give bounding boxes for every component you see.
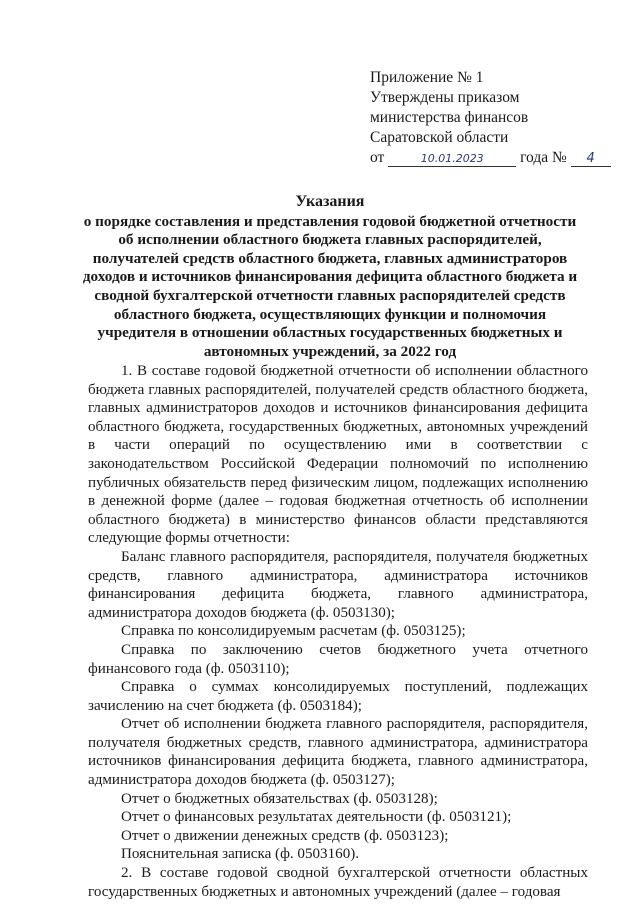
title-line: учредителя в отношении областных государственных бюджетных и [97, 324, 563, 342]
document-title [80, 193, 580, 361]
title-line: сводной бухгалтерской отчетности главных распорядителей средств [94, 286, 566, 304]
form-list-item: Отчет о бюджетных обязательствах (ф. 0503128); [121, 790, 438, 807]
title-line: автономных учреждений, за 2022 год [203, 342, 457, 360]
appendix-block [370, 68, 611, 168]
appendix-number: Приложение № 1 [370, 69, 484, 86]
form-list-item: Справка по заключению счетов бюджетного учета отчетного финансового года (ф. 0503110); [88, 641, 588, 677]
title-line: о порядке составления и представления годовой бюджетной отчетности [83, 212, 577, 230]
title-line: областного бюджета, осуществляющих функции и полномочия [113, 305, 547, 323]
form-list-item: Справка по консолидируемым расчетам (ф. 0503125); [121, 623, 466, 640]
approval-line: Утверждены приказом [370, 89, 520, 106]
year-number-label: года № [520, 149, 567, 166]
form-list-item: Справка о суммах консолидируемых поступлений, подлежащих зачислению на счет бюджета (ф. 0503184); [88, 679, 588, 714]
paragraph-section-1: 1. В составе годовой бюджетной отчетности об исполнении областного бюджета главных распорядителей, получателей средств областного бюджета, главных администраторов доходов и источников финансирования дефицита областного бюджета, государственных бюджетных, автономных учреждений в части операций по осуществлению ими в соответствии с законодательством Российской Федерации полномочий по исполнению публичных обязательств перед физическим лицом, подлежащих исполнению в денежной форме (далее – годовая бюджетная отчетность об исполнении областного бюджета) в министерство финансов области представляются следующие формы отчетности: [88, 363, 588, 547]
from-label: от [370, 149, 385, 166]
form-list-item: Отчет о движении денежных средств (ф. 0503123); [121, 827, 449, 844]
ministry-line: министерства финансов [370, 109, 529, 126]
title-line: доходов и источников финансирования дефицита областного бюджета и [82, 268, 578, 286]
handwritten-date: 10.01.2023 [388, 152, 516, 167]
form-list-item: Отчет об исполнении бюджета главного распорядителя, распорядителя, получателя бюджетных средств, главного администратора, администратора источников финансирования дефицита бюджета, главного администратора, администратора доходов бюджета (ф. 0503127); [88, 716, 588, 789]
order-date-row [370, 148, 611, 168]
form-list-item: Баланс главного распорядителя, распорядителя, получателя бюджетных средств, главного администратора, администратора источников финансирования дефицита бюджета, главного администратора, администратора доходов бюджета (ф. 0503130); [88, 548, 588, 621]
document-body [88, 362, 588, 901]
paragraph-section-2: 2. В составе годовой сводной бухгалтерской отчетности областных государственных бюджетных и автономных учреждений (далее – годовая [88, 865, 588, 900]
form-list-item: Отчет о финансовых результатах деятельности (ф. 0503121); [121, 809, 512, 826]
handwritten-order-number: 4 [571, 152, 611, 167]
title-main: Указания [295, 193, 365, 210]
form-list-item: Пояснительная записка (ф. 0503160). [121, 846, 360, 863]
title-line: получателей средств областного бюджета, главных администраторов [92, 249, 568, 267]
title-line: об исполнении областного бюджета главных распорядителей, [118, 231, 542, 249]
region-line: Саратовской области [370, 129, 509, 146]
